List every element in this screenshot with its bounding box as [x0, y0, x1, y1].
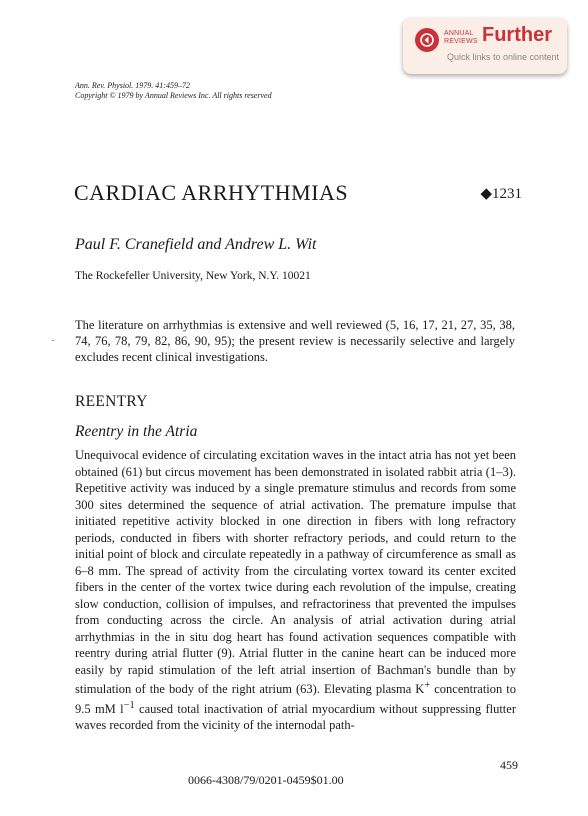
annual-reviews-logo-icon — [415, 28, 439, 52]
intro-paragraph: The literature on arrhythmias is extensive and well reviewed (5, 16, 17, 21, 27, 35, 38, 74, 76, 78, 79, 82, 86, 90, 95); the present review is necessarily selective and largely excludes recent clinical investigations. — [75, 318, 515, 364]
article-title: CARDIAC ARRHYTHMIAS — [74, 180, 349, 205]
citation-line2: Copyright © 1979 by Annual Reviews Inc. All rights reserved — [75, 91, 272, 100]
banner-tagline: Quick links to online content — [447, 52, 560, 62]
author-affiliation: The Rockefeller University, New York, N.Y. 10021 — [75, 270, 311, 282]
banner-brand-line1: ANNUAL — [444, 30, 474, 37]
footer-code: 0066-4308/79/0201-0459$01.00 — [188, 773, 344, 787]
banner-brand-line2: REVIEWS — [444, 38, 478, 45]
citation-line1: Ann. Rev. Physiol. 1979. 41:459–72 — [75, 81, 190, 90]
section-heading: REENTRY — [75, 393, 148, 410]
journal-citation — [75, 81, 272, 101]
page-number: 459 — [500, 758, 518, 772]
body-text-part1: Unequivocal evidence of circulating excitation waves in the intact atria has not yet been obtained (61) but circus movement has been demonstrated in isolated rabbit atria (1–3). Repetitive activity was induced by a single premature stimulus and records from some 300 sites determined the sequence of atrial activation. The premature impulse that initiated repetitive activity blocked in one direction in fibers with long refractory periods, conducted in fibers with shorter refractory periods, and could return to the initial point of block and circulate repeatedly in a pathway of circumference as small as 6–8 mm. The spread of activity from the circulating vortex toward its center excited fibers in the center of the vortex twice during each revolution of the impulse, creating slow conduction, collision of impulses, and refractoriness that prevented the impulses from conducting across the circle. An analysis of atrial activation during atrial arrhythmias in the in situ dog heart has found activation sequences compatible with reentry during atrial flutter (9). Atrial flutter in the canine heart can be induced more easily by rapid stimulation of the left atrial insertion of Bachman's bundle than by stimulation of the body of the right atrium (63). Elevating plasma K — [75, 448, 516, 697]
banner-brand — [444, 30, 478, 46]
banner-further-link[interactable]: Further — [482, 24, 552, 46]
margin-mark — [52, 340, 54, 341]
body-text-part2: concentration to 9.5 mM l — [75, 682, 516, 716]
article-code: ◆1231 — [480, 186, 522, 202]
body-superscript-plus: + — [424, 680, 431, 691]
further-banner[interactable] — [403, 18, 567, 74]
body-superscript-minus1: −1 — [123, 699, 135, 711]
body-paragraph — [75, 447, 516, 751]
body-text-part3: caused total inactivation of atrial myocardium without suppressing flutter waves recorded from the vicinity of the internodal path- — [75, 701, 516, 733]
subsection-heading: Reentry in the Atria — [75, 423, 198, 440]
article-authors: Paul F. Cranefield and Andrew L. Wit — [75, 236, 317, 253]
